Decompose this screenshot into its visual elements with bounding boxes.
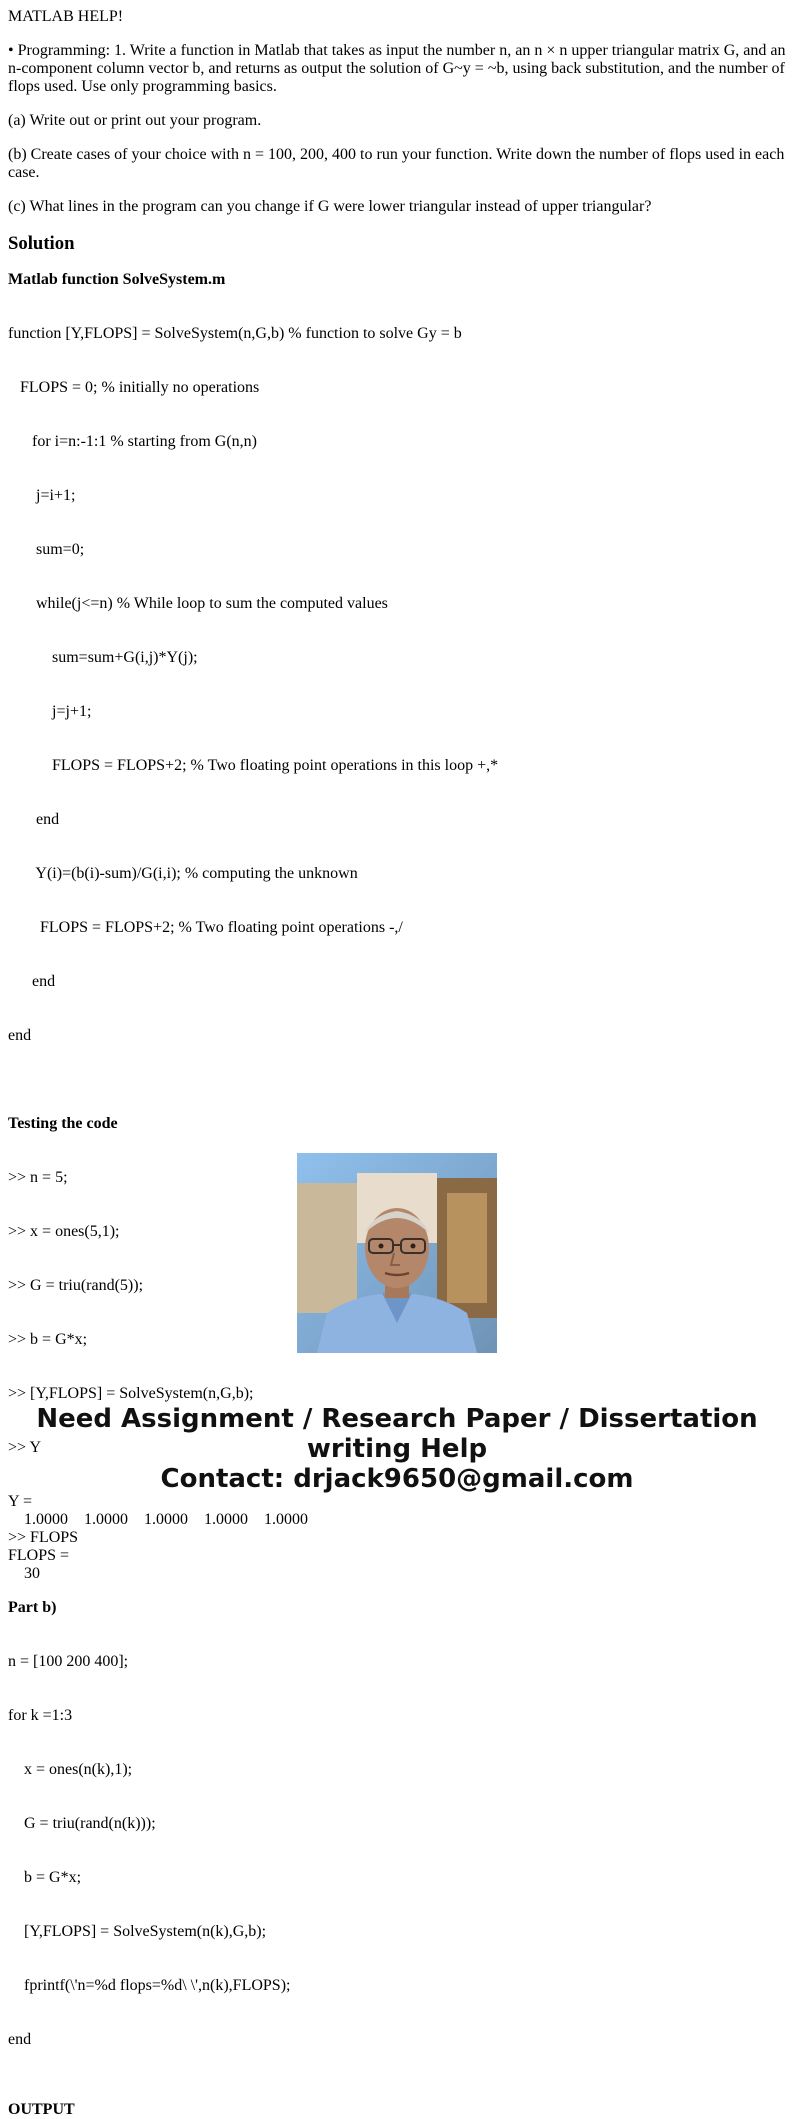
question-part-b: (b) Create cases of your choice with n = 100, 200, 400 to run your function. Write down the number of flops used in each case. (8, 146, 785, 181)
code-line: end (8, 811, 60, 828)
code-line: >> Y (8, 1439, 42, 1456)
code-line: end (8, 973, 56, 990)
code-line: >> G = triu(rand(5)); (8, 1277, 144, 1294)
code-line: x = ones(n(k),1); (8, 1761, 133, 1778)
part-b-code-block (8, 1617, 786, 2085)
question-part-a: (a) Write out or print out your program. (8, 112, 262, 129)
footer-line-1: Need Assignment / Research Paper / Dissertation (36, 1404, 758, 1434)
function-code-block (8, 289, 786, 1081)
code-line: function [Y,FLOPS] = SolveSystem(n,G,b) % function to solve Gy = b (8, 325, 462, 342)
flops-command: >> FLOPS (8, 1529, 79, 1546)
function-heading: Matlab function SolveSystem.m (8, 271, 226, 288)
code-line: end (8, 1027, 32, 1044)
code-line: j=i+1; (8, 487, 76, 504)
code-line: Y(i)=(b(i)-sum)/G(i,i); % computing the unknown (8, 865, 358, 882)
code-line: for k =1:3 (8, 1707, 73, 1724)
y-label: Y = (8, 1493, 32, 1510)
code-line: >> b = G*x; (8, 1331, 88, 1348)
code-line: >> x = ones(5,1); (8, 1223, 120, 1240)
footer-banner (0, 1404, 794, 1494)
page-title: MATLAB HELP! (8, 8, 124, 25)
code-line: end (8, 2031, 32, 2048)
footer-contact: Contact: drjack9650@gmail.com (160, 1464, 634, 1494)
person-portrait-icon (297, 1153, 497, 1353)
code-line: FLOPS = 0; % initially no operations (8, 379, 260, 396)
code-line: >> [Y,FLOPS] = SolveSystem(n,G,b); (8, 1385, 254, 1402)
flops-value: 30 (8, 1565, 40, 1582)
code-line: [Y,FLOPS] = SolveSystem(n(k),G,b); (8, 1923, 267, 1940)
code-line: FLOPS = FLOPS+2; % Two floating point operations in this loop +,* (8, 757, 499, 774)
author-avatar (297, 1153, 497, 1353)
question-part-c: (c) What lines in the program can you change if G were lower triangular instead of upper triangular? (8, 198, 652, 215)
footer-line-2: writing Help (306, 1434, 488, 1464)
code-line: G = triu(rand(n(k))); (8, 1815, 156, 1832)
code-line: sum=0; (8, 541, 85, 558)
flops-label: FLOPS = (8, 1547, 70, 1564)
code-line: >> n = 5; (8, 1169, 68, 1186)
code-line: n = [100 200 400]; (8, 1653, 129, 1670)
code-line: while(j<=n) % While loop to sum the computed values (8, 595, 388, 612)
code-line: j=j+1; (8, 703, 92, 720)
y-values: 1.0000 1.0000 1.0000 1.0000 1.0000 (8, 1511, 308, 1528)
testing-heading: Testing the code (8, 1115, 118, 1132)
code-line: FLOPS = FLOPS+2; % Two floating point operations -,/ (8, 919, 403, 936)
solution-heading: Solution (8, 233, 75, 254)
output-heading: OUTPUT (8, 2101, 75, 2118)
code-line: fprintf(\'n=%d flops=%d\ \',n(k),FLOPS); (8, 1977, 291, 1994)
code-line: for i=n:-1:1 % starting from G(n,n) (8, 433, 257, 450)
code-line: sum=sum+G(i,j)*Y(j); (8, 649, 198, 666)
part-b-heading: Part b) (8, 1599, 57, 1616)
code-line: b = G*x; (8, 1869, 82, 1886)
question-programming: • Programming: 1. Write a function in Matlab that takes as input the number n, an n × n upper triangular matrix G, and an n-component column vector b, and returns as output the solution of G~y = ~b, using back substitution, and the number of flops used. Use only programming basics. (8, 42, 786, 95)
